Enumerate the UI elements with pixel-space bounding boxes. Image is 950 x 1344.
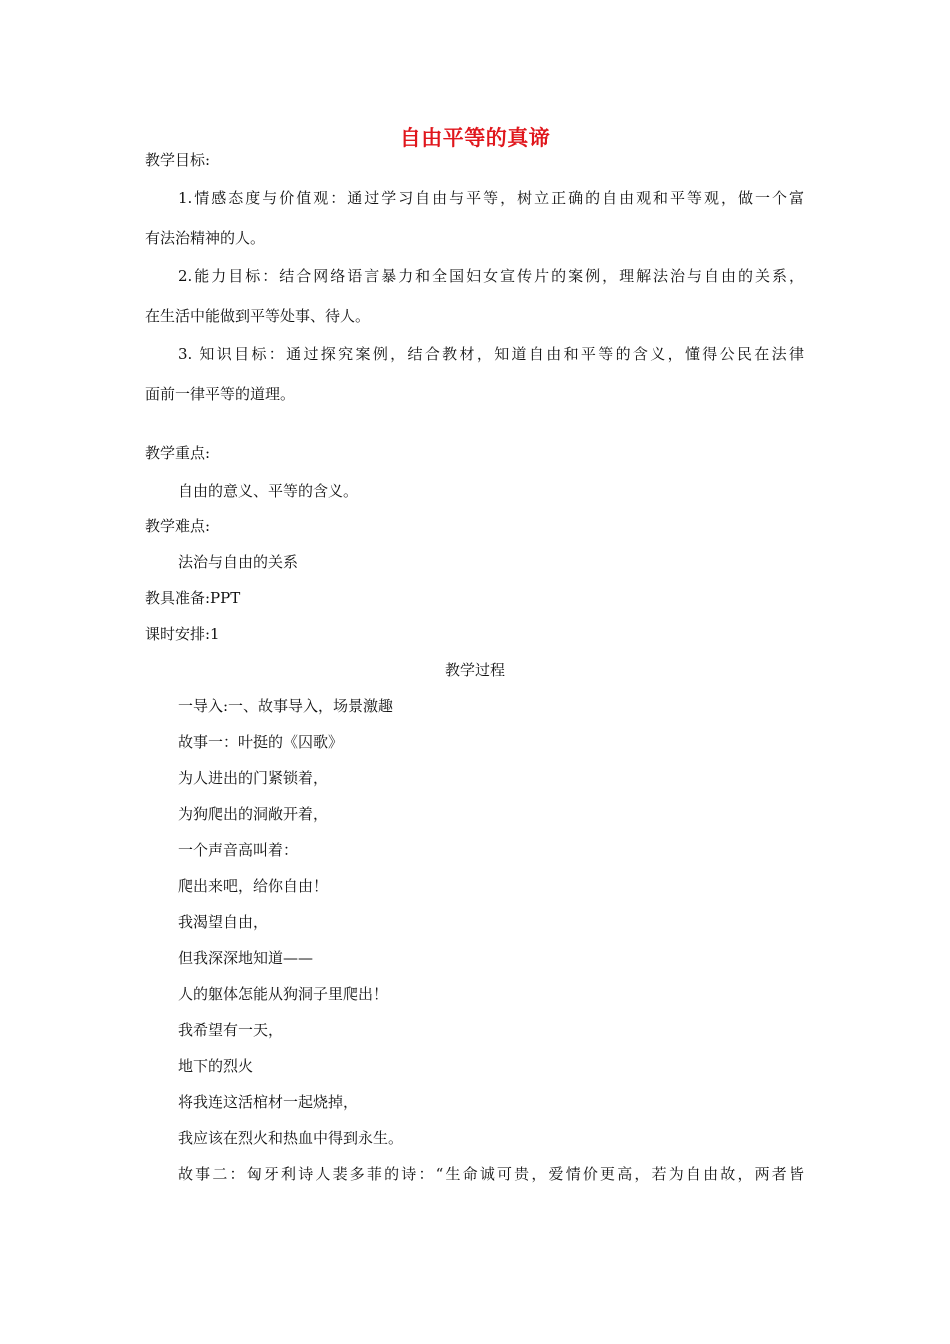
difficulties: 法治与自由的关系	[178, 553, 299, 571]
poem-line: 为人进出的门紧锁着，	[178, 769, 329, 787]
poem-line: 但我深深地知道——	[178, 949, 314, 967]
materials: 教具准备:PPT	[145, 589, 241, 607]
poem-line: 我应该在烈火和热血中得到永生。	[178, 1129, 404, 1147]
poem-line: 为狗爬出的洞敞开着，	[178, 805, 329, 823]
key-points-heading: 教学重点:	[145, 444, 211, 462]
story1-title: 故事一：叶挺的《囚歌》	[178, 733, 344, 751]
poem-line: 人的躯体怎能从狗洞子里爬出！	[178, 985, 389, 1003]
poem-line: 将我连这活棺材一起烧掉，	[178, 1093, 359, 1111]
objective-1-line1: 1.情感态度与价值观：通过学习自由与平等，树立正确的自由观和平等观，做一个富	[178, 189, 804, 207]
document-title: 自由平等的真谛	[399, 126, 551, 150]
objectives-heading: 教学目标:	[145, 151, 211, 169]
objective-3-line1: 3. 知识目标：通过探究案例，结合教材，知道自由和平等的含义，懂得公民在法律	[178, 345, 804, 363]
intro-line: 一导入:一、故事导入，场景激趣	[178, 697, 394, 715]
poem-line: 地下的烈火	[178, 1057, 254, 1075]
poem-line: 我希望有一天，	[178, 1021, 284, 1039]
objective-2-line2: 在生活中能做到平等处事、待人。	[145, 307, 371, 325]
key-points: 自由的意义、平等的含义。	[178, 482, 359, 500]
poem-line: 爬出来吧，给你自由！	[178, 877, 329, 895]
objective-1-line2: 有法治精神的人。	[145, 229, 266, 247]
schedule: 课时安排:1	[145, 625, 220, 643]
poem-line: 我渴望自由，	[178, 913, 269, 931]
objective-3-line2: 面前一律平等的道理。	[145, 385, 296, 403]
process-heading: 教学过程	[444, 661, 505, 679]
objective-2-line1: 2.能力目标：结合网络语言暴力和全国妇女宣传片的案例，理解法治与自由的关系，	[178, 267, 804, 285]
poem-line: 一个声音高叫着：	[178, 841, 299, 859]
difficulties-heading: 教学难点:	[145, 517, 211, 535]
story2-line: 故事二：匈牙利诗人裴多菲的诗：“生命诚可贵，爱情价更高，若为自由故，两者皆	[178, 1165, 804, 1183]
